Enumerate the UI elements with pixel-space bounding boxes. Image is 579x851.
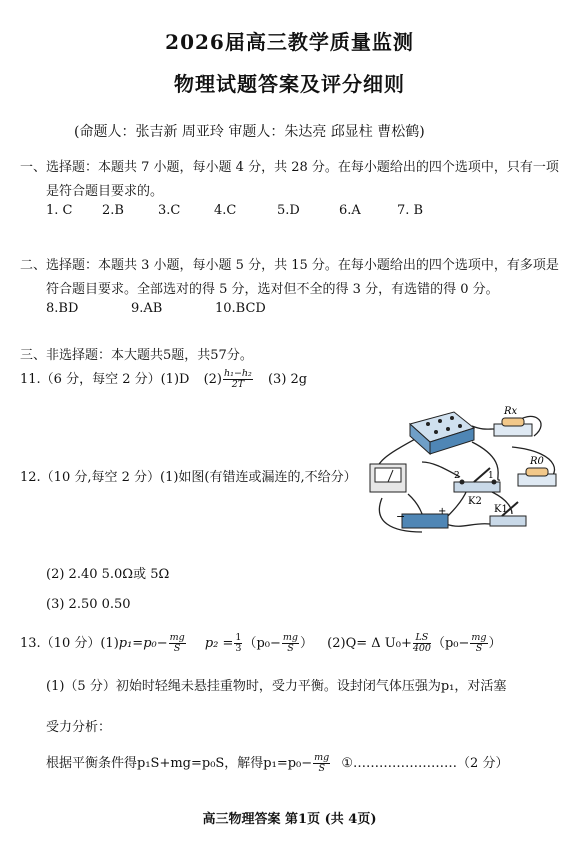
answer-3: 3.C [158,203,181,218]
q13-body1: (1)（5 分）初始时轻绳未悬挂重物时，受力平衡。设封闭气体压强为p₁，对活塞 [46,679,507,694]
voltmeter [370,464,406,492]
q13-frac-mg-1: $\frac{mg}{S}$ [169,632,185,654]
q13-p1: p₁=p₀− [118,636,168,651]
authors-line: (命题人：张吉新 周亚玲 审题人：朱达亮 邱显柱 曹松鹤) [74,124,425,140]
section2-line1: 二、选择题：本题共 3 小题，每小题 5 分，共 15 分。在每小题给出的四个选项中，有多项是 [20,258,559,273]
page-footer: 高三物理答案 第1页 (共 4页) [202,812,377,827]
answer-2: 2.B [102,203,124,218]
circuit-diagram [362,402,572,548]
answer-9: 9.AB [131,301,163,316]
label-rx: Rx [504,406,518,417]
q13-frac-mg-2: $\frac{mg}{S}$ [282,632,298,654]
answer-5: 5.D [277,203,300,218]
q12-line1: 12.（10 分,每空 2 分）(1)如图(有错连或漏连的,不给分） [20,470,357,485]
answer-7: 7. B [397,203,424,218]
q12-line2: (2) 2.40 5.0Ω或 5Ω [46,567,170,582]
page-title: 2026届高三教学质量监测 [165,30,414,54]
page-subtitle: 物理试题答案及评分细则 [174,72,405,96]
label-k1: K1 [494,504,508,515]
q13-frac-mg-3: $\frac{mg}{S}$ [471,632,487,654]
resistor-r0 [518,468,556,486]
label-plus: + [438,506,447,517]
q11-fraction [223,369,253,390]
answer-8: 8.BD [46,301,79,316]
q13-p2: p₂ = [204,636,234,651]
q12-line3: (3) 2.50 0.50 [46,597,131,612]
q11-frac-den: 2T [231,379,245,390]
label-r0: R0 [530,456,544,467]
resistor-rx [494,418,532,436]
section2-line2: 符合题目要求。全部选对的得 5 分，选对但不全的得 3 分，有选错的得 0 分。 [46,282,499,297]
q13-frac-ls: $\frac{LS}{400}$ [412,632,431,654]
q13-frac-mg-4: $\frac{mg}{S}$ [314,752,330,774]
section3-line1: 三、非选择题：本大题共5题，共57分。 [20,348,253,363]
q11-part2-label: (2) [203,372,223,387]
answer-6: 6.A [339,203,361,218]
q13-body2: 受力分析： [46,720,112,735]
q11-part3: (3) 2g [267,372,308,387]
q13-body3: 根据平衡条件得p₁S+mg=p₀S，解得p₁=p₀− $\frac{mg}{S}$ ①……………………（2 分） [46,752,509,774]
q13-line1: 13.（10 分）(1)p₁=p₀− $\frac{mg}{S}$ p₂ = $\frac{1}{3}$ （p₀− $\frac{mg}{S}$ ） (2)Q= Δ U₀+ $\frac{LS}{400}$ （p₀− $\frac{mg}{S}$ ） [20,632,502,654]
label-1: 1 [488,471,494,481]
label-2: 2 [454,471,460,481]
q11-prefix: 11.（6 分，每空 2 分）(1)D [20,372,190,387]
answer-4: 4.C [214,203,237,218]
resistance-box [410,412,474,454]
answer-10: 10.BCD [215,301,266,316]
label-minus: − [396,510,406,523]
section1-line1: 一、选择题：本题共 7 小题，每小题 4 分，共 28 分。在每小题给出的四个选项中，只有一项 [20,160,559,175]
q13-head: 13.（10 分）(1) [20,636,119,651]
q11-frac-num: h₁−h₂ [224,368,252,379]
q13-frac-13: $\frac{1}{3}$ [235,632,242,654]
label-k2: K2 [468,496,482,507]
q13-q: (2)Q= Δ U₀+ [327,636,412,651]
answer-1: 1. C [46,203,73,218]
section1-line2: 是符合题目要求的。 [46,184,164,199]
q11-line [20,368,307,390]
